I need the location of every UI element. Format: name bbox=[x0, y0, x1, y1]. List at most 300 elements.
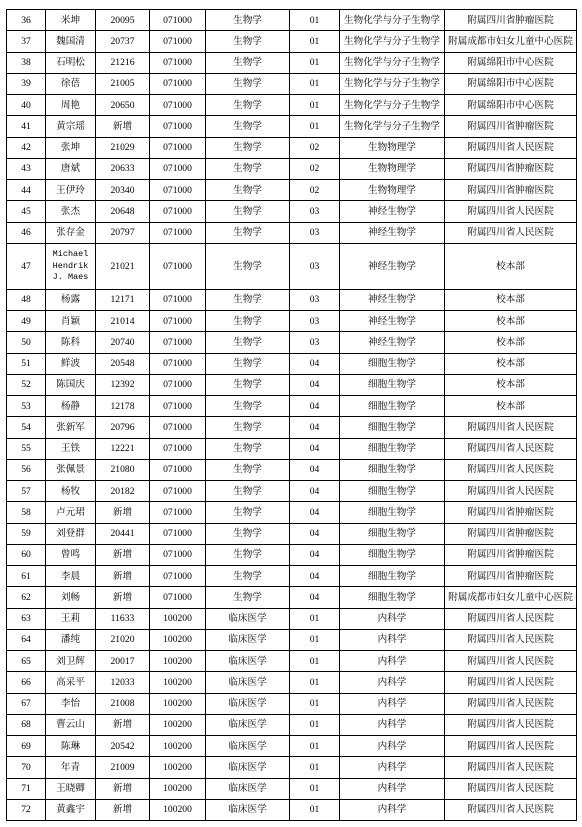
affiliation: 校本部 bbox=[445, 332, 577, 353]
teacher-id: 21216 bbox=[96, 52, 150, 73]
teacher-id: 20740 bbox=[96, 332, 150, 353]
row-number: 68 bbox=[7, 714, 46, 735]
table-row bbox=[7, 693, 577, 714]
direction-code: 01 bbox=[290, 73, 340, 94]
affiliation: 附属四川省肿瘤医院 bbox=[445, 10, 577, 31]
affiliation: 附属四川省人民医院 bbox=[445, 799, 577, 820]
direction-name: 内科学 bbox=[340, 799, 445, 820]
table-row bbox=[7, 629, 577, 650]
direction-code: 01 bbox=[290, 629, 340, 650]
subject-name: 临床医学 bbox=[206, 799, 290, 820]
direction-name: 生物化学与分子生物学 bbox=[340, 52, 445, 73]
direction-code: 04 bbox=[290, 481, 340, 502]
teacher-name: 唐斌 bbox=[46, 158, 96, 179]
direction-name: 内科学 bbox=[340, 714, 445, 735]
direction-code: 04 bbox=[290, 502, 340, 523]
teacher-name: 黄宗瑶 bbox=[46, 116, 96, 137]
affiliation: 校本部 bbox=[445, 374, 577, 395]
affiliation: 附属绵阳市中心医院 bbox=[445, 52, 577, 73]
teacher-name: 张新军 bbox=[46, 417, 96, 438]
subject-code: 071000 bbox=[150, 417, 206, 438]
affiliation: 附属四川省人民医院 bbox=[445, 736, 577, 757]
teacher-id: 新增 bbox=[96, 566, 150, 587]
row-number: 58 bbox=[7, 502, 46, 523]
affiliation: 附属成都市妇女儿童中心医院 bbox=[445, 31, 577, 52]
teacher-name: 陈科 bbox=[46, 332, 96, 353]
subject-name: 生物学 bbox=[206, 158, 290, 179]
subject-code: 071000 bbox=[150, 31, 206, 52]
teacher-id: 12178 bbox=[96, 396, 150, 417]
subject-name: 生物学 bbox=[206, 222, 290, 243]
teacher-name: 陈国庆 bbox=[46, 374, 96, 395]
subject-code: 071000 bbox=[150, 158, 206, 179]
teacher-name: 刘卫辉 bbox=[46, 651, 96, 672]
teacher-name: 陈琳 bbox=[46, 736, 96, 757]
teacher-name: Michael Hendrik J. Maes bbox=[46, 243, 96, 289]
row-number: 43 bbox=[7, 158, 46, 179]
affiliation: 附属四川省肿瘤医院 bbox=[445, 116, 577, 137]
teacher-id: 新增 bbox=[96, 502, 150, 523]
direction-code: 03 bbox=[290, 332, 340, 353]
direction-code: 03 bbox=[290, 243, 340, 289]
direction-name: 细胞生物学 bbox=[340, 566, 445, 587]
subject-code: 071000 bbox=[150, 459, 206, 480]
subject-name: 生物学 bbox=[206, 31, 290, 52]
affiliation: 附属四川省人民医院 bbox=[445, 417, 577, 438]
direction-name: 生物化学与分子生物学 bbox=[340, 116, 445, 137]
table-row bbox=[7, 289, 577, 310]
teacher-id: 新增 bbox=[96, 778, 150, 799]
direction-name: 细胞生物学 bbox=[340, 502, 445, 523]
teacher-id: 20797 bbox=[96, 222, 150, 243]
direction-name: 内科学 bbox=[340, 778, 445, 799]
row-number: 57 bbox=[7, 481, 46, 502]
teacher-name: 刘登群 bbox=[46, 523, 96, 544]
teacher-id: 21029 bbox=[96, 137, 150, 158]
row-number: 53 bbox=[7, 396, 46, 417]
direction-code: 01 bbox=[290, 95, 340, 116]
subject-code: 071000 bbox=[150, 523, 206, 544]
subject-name: 临床医学 bbox=[206, 608, 290, 629]
teacher-id: 12171 bbox=[96, 289, 150, 310]
direction-name: 生物化学与分子生物学 bbox=[340, 31, 445, 52]
table-row bbox=[7, 73, 577, 94]
row-number: 48 bbox=[7, 289, 46, 310]
affiliation: 附属四川省人民医院 bbox=[445, 481, 577, 502]
direction-name: 细胞生物学 bbox=[340, 417, 445, 438]
direction-name: 内科学 bbox=[340, 693, 445, 714]
affiliation: 附属四川省肿瘤医院 bbox=[445, 523, 577, 544]
subject-name: 临床医学 bbox=[206, 736, 290, 757]
direction-code: 02 bbox=[290, 158, 340, 179]
teacher-id: 新增 bbox=[96, 799, 150, 820]
direction-name: 生物物理学 bbox=[340, 137, 445, 158]
affiliation: 附属四川省人民医院 bbox=[445, 714, 577, 735]
teacher-name: 张坤 bbox=[46, 137, 96, 158]
subject-name: 生物学 bbox=[206, 353, 290, 374]
table-row bbox=[7, 116, 577, 137]
teacher-name: 肖颖 bbox=[46, 311, 96, 332]
table-row bbox=[7, 31, 577, 52]
subject-name: 生物学 bbox=[206, 481, 290, 502]
subject-name: 生物学 bbox=[206, 201, 290, 222]
direction-name: 神经生物学 bbox=[340, 311, 445, 332]
subject-code: 071000 bbox=[150, 243, 206, 289]
teacher-name: 曾鸣 bbox=[46, 544, 96, 565]
teacher-id: 20796 bbox=[96, 417, 150, 438]
table-row bbox=[7, 757, 577, 778]
table-row bbox=[7, 544, 577, 565]
teacher-id: 21021 bbox=[96, 243, 150, 289]
teacher-name: 鲜波 bbox=[46, 353, 96, 374]
table-row bbox=[7, 459, 577, 480]
affiliation: 校本部 bbox=[445, 289, 577, 310]
teacher-id: 20542 bbox=[96, 736, 150, 757]
teacher-name: 徐蓓 bbox=[46, 73, 96, 94]
direction-code: 02 bbox=[290, 180, 340, 201]
direction-code: 01 bbox=[290, 799, 340, 820]
table-row bbox=[7, 799, 577, 820]
subject-code: 071000 bbox=[150, 544, 206, 565]
direction-name: 细胞生物学 bbox=[340, 481, 445, 502]
direction-name: 内科学 bbox=[340, 608, 445, 629]
subject-code: 100200 bbox=[150, 778, 206, 799]
affiliation: 附属四川省人民医院 bbox=[445, 438, 577, 459]
direction-code: 02 bbox=[290, 137, 340, 158]
subject-code: 071000 bbox=[150, 137, 206, 158]
row-number: 55 bbox=[7, 438, 46, 459]
direction-code: 04 bbox=[290, 523, 340, 544]
subject-code: 071000 bbox=[150, 289, 206, 310]
table-row bbox=[7, 417, 577, 438]
direction-name: 细胞生物学 bbox=[340, 523, 445, 544]
direction-code: 01 bbox=[290, 651, 340, 672]
teacher-id: 20182 bbox=[96, 481, 150, 502]
direction-name: 细胞生物学 bbox=[340, 438, 445, 459]
direction-code: 04 bbox=[290, 396, 340, 417]
teacher-id: 12221 bbox=[96, 438, 150, 459]
affiliation: 附属绵阳市中心医院 bbox=[445, 73, 577, 94]
table-row bbox=[7, 396, 577, 417]
teacher-name: 李晨 bbox=[46, 566, 96, 587]
direction-name: 神经生物学 bbox=[340, 222, 445, 243]
affiliation: 附属四川省人民医院 bbox=[445, 459, 577, 480]
direction-name: 细胞生物学 bbox=[340, 374, 445, 395]
direction-code: 01 bbox=[290, 693, 340, 714]
subject-code: 071000 bbox=[150, 311, 206, 332]
row-number: 56 bbox=[7, 459, 46, 480]
subject-name: 生物学 bbox=[206, 374, 290, 395]
teacher-id: 11633 bbox=[96, 608, 150, 629]
subject-name: 临床医学 bbox=[206, 693, 290, 714]
teacher-name: 石明松 bbox=[46, 52, 96, 73]
subject-code: 100200 bbox=[150, 672, 206, 693]
table-row bbox=[7, 523, 577, 544]
subject-name: 临床医学 bbox=[206, 629, 290, 650]
row-number: 36 bbox=[7, 10, 46, 31]
row-number: 45 bbox=[7, 201, 46, 222]
row-number: 39 bbox=[7, 73, 46, 94]
affiliation: 附属四川省人民医院 bbox=[445, 201, 577, 222]
teacher-id: 21008 bbox=[96, 693, 150, 714]
teacher-name: 曹云山 bbox=[46, 714, 96, 735]
direction-code: 03 bbox=[290, 201, 340, 222]
direction-name: 生物化学与分子生物学 bbox=[340, 95, 445, 116]
direction-name: 细胞生物学 bbox=[340, 459, 445, 480]
subject-code: 100200 bbox=[150, 757, 206, 778]
table-row bbox=[7, 481, 577, 502]
affiliation: 附属四川省人民医院 bbox=[445, 778, 577, 799]
subject-name: 生物学 bbox=[206, 10, 290, 31]
table-body bbox=[7, 10, 577, 821]
direction-code: 04 bbox=[290, 566, 340, 587]
teacher-id: 20737 bbox=[96, 31, 150, 52]
teacher-name: 杨牧 bbox=[46, 481, 96, 502]
direction-name: 生物化学与分子生物学 bbox=[340, 10, 445, 31]
direction-name: 神经生物学 bbox=[340, 289, 445, 310]
row-number: 65 bbox=[7, 651, 46, 672]
subject-name: 临床医学 bbox=[206, 778, 290, 799]
table-row bbox=[7, 587, 577, 608]
row-number: 44 bbox=[7, 180, 46, 201]
table-row bbox=[7, 374, 577, 395]
affiliation: 附属四川省肿瘤医院 bbox=[445, 502, 577, 523]
direction-name: 内科学 bbox=[340, 651, 445, 672]
subject-code: 071000 bbox=[150, 180, 206, 201]
direction-code: 04 bbox=[290, 587, 340, 608]
subject-code: 100200 bbox=[150, 736, 206, 757]
row-number: 51 bbox=[7, 353, 46, 374]
teacher-name: 杨静 bbox=[46, 396, 96, 417]
affiliation: 附属绵阳市中心医院 bbox=[445, 95, 577, 116]
table-row bbox=[7, 353, 577, 374]
teacher-id: 20017 bbox=[96, 651, 150, 672]
subject-code: 071000 bbox=[150, 396, 206, 417]
subject-name: 生物学 bbox=[206, 459, 290, 480]
table-row bbox=[7, 651, 577, 672]
row-number: 67 bbox=[7, 693, 46, 714]
affiliation: 附属四川省肿瘤医院 bbox=[445, 544, 577, 565]
row-number: 61 bbox=[7, 566, 46, 587]
row-number: 47 bbox=[7, 243, 46, 289]
teacher-id: 20548 bbox=[96, 353, 150, 374]
teacher-name: 年青 bbox=[46, 757, 96, 778]
direction-name: 神经生物学 bbox=[340, 332, 445, 353]
subject-name: 生物学 bbox=[206, 544, 290, 565]
teacher-id: 21014 bbox=[96, 311, 150, 332]
subject-code: 071000 bbox=[150, 332, 206, 353]
teacher-id: 21005 bbox=[96, 73, 150, 94]
subject-code: 071000 bbox=[150, 201, 206, 222]
direction-name: 生物物理学 bbox=[340, 180, 445, 201]
table-row bbox=[7, 778, 577, 799]
teacher-id: 12033 bbox=[96, 672, 150, 693]
affiliation: 校本部 bbox=[445, 396, 577, 417]
subject-code: 100200 bbox=[150, 651, 206, 672]
teacher-id: 21020 bbox=[96, 629, 150, 650]
row-number: 63 bbox=[7, 608, 46, 629]
row-number: 52 bbox=[7, 374, 46, 395]
direction-code: 01 bbox=[290, 608, 340, 629]
table-row bbox=[7, 158, 577, 179]
subject-name: 生物学 bbox=[206, 438, 290, 459]
teacher-id: 20633 bbox=[96, 158, 150, 179]
direction-code: 04 bbox=[290, 374, 340, 395]
subject-code: 071000 bbox=[150, 566, 206, 587]
teacher-id: 新增 bbox=[96, 587, 150, 608]
subject-name: 生物学 bbox=[206, 311, 290, 332]
teacher-name: 李怡 bbox=[46, 693, 96, 714]
row-number: 40 bbox=[7, 95, 46, 116]
teacher-id: 21009 bbox=[96, 757, 150, 778]
direction-code: 01 bbox=[290, 736, 340, 757]
teacher-id: 20340 bbox=[96, 180, 150, 201]
teacher-id: 新增 bbox=[96, 544, 150, 565]
subject-name: 生物学 bbox=[206, 523, 290, 544]
row-number: 72 bbox=[7, 799, 46, 820]
subject-code: 071000 bbox=[150, 587, 206, 608]
row-number: 38 bbox=[7, 52, 46, 73]
subject-name: 生物学 bbox=[206, 52, 290, 73]
subject-code: 071000 bbox=[150, 438, 206, 459]
row-number: 54 bbox=[7, 417, 46, 438]
direction-code: 03 bbox=[290, 289, 340, 310]
table-row bbox=[7, 714, 577, 735]
affiliation: 附属四川省肿瘤医院 bbox=[445, 158, 577, 179]
table-row bbox=[7, 243, 577, 289]
affiliation: 附属四川省肿瘤医院 bbox=[445, 180, 577, 201]
row-number: 64 bbox=[7, 629, 46, 650]
subject-code: 100200 bbox=[150, 799, 206, 820]
affiliation: 附属成都市妇女儿童中心医院 bbox=[445, 587, 577, 608]
teacher-name: 刘畅 bbox=[46, 587, 96, 608]
subject-name: 生物学 bbox=[206, 137, 290, 158]
subject-code: 071000 bbox=[150, 116, 206, 137]
direction-code: 03 bbox=[290, 311, 340, 332]
subject-name: 临床医学 bbox=[206, 651, 290, 672]
teacher-id: 20648 bbox=[96, 201, 150, 222]
row-number: 71 bbox=[7, 778, 46, 799]
direction-name: 内科学 bbox=[340, 672, 445, 693]
subject-name: 临床医学 bbox=[206, 714, 290, 735]
row-number: 50 bbox=[7, 332, 46, 353]
teacher-name: 王伊玲 bbox=[46, 180, 96, 201]
row-number: 41 bbox=[7, 116, 46, 137]
table-row bbox=[7, 95, 577, 116]
teacher-id: 新增 bbox=[96, 714, 150, 735]
direction-code: 01 bbox=[290, 31, 340, 52]
table-row bbox=[7, 608, 577, 629]
teacher-name: 周艳 bbox=[46, 95, 96, 116]
affiliation: 校本部 bbox=[445, 311, 577, 332]
table-row bbox=[7, 180, 577, 201]
affiliation: 附属四川省人民医院 bbox=[445, 137, 577, 158]
teacher-name: 张存金 bbox=[46, 222, 96, 243]
teacher-name: 张杰 bbox=[46, 201, 96, 222]
teacher-name: 卢元珺 bbox=[46, 502, 96, 523]
teacher-name: 魏国清 bbox=[46, 31, 96, 52]
subject-name: 生物学 bbox=[206, 180, 290, 201]
subject-name: 生物学 bbox=[206, 566, 290, 587]
teacher-id: 20441 bbox=[96, 523, 150, 544]
teacher-id: 12392 bbox=[96, 374, 150, 395]
subject-code: 071000 bbox=[150, 10, 206, 31]
table-row bbox=[7, 672, 577, 693]
row-number: 70 bbox=[7, 757, 46, 778]
teacher-name: 王晓卿 bbox=[46, 778, 96, 799]
direction-code: 04 bbox=[290, 438, 340, 459]
direction-code: 04 bbox=[290, 417, 340, 438]
subject-code: 071000 bbox=[150, 353, 206, 374]
row-number: 59 bbox=[7, 523, 46, 544]
table-row bbox=[7, 502, 577, 523]
subject-code: 071000 bbox=[150, 222, 206, 243]
direction-code: 01 bbox=[290, 116, 340, 137]
direction-code: 04 bbox=[290, 459, 340, 480]
teacher-name: 张佩景 bbox=[46, 459, 96, 480]
subject-name: 生物学 bbox=[206, 587, 290, 608]
subject-code: 071000 bbox=[150, 73, 206, 94]
subject-name: 临床医学 bbox=[206, 757, 290, 778]
direction-name: 神经生物学 bbox=[340, 201, 445, 222]
row-number: 62 bbox=[7, 587, 46, 608]
teacher-name: 杨露 bbox=[46, 289, 96, 310]
direction-code: 01 bbox=[290, 714, 340, 735]
subject-code: 100200 bbox=[150, 693, 206, 714]
table-row bbox=[7, 566, 577, 587]
subject-code: 071000 bbox=[150, 374, 206, 395]
direction-name: 生物化学与分子生物学 bbox=[340, 73, 445, 94]
affiliation: 附属四川省肿瘤医院 bbox=[445, 566, 577, 587]
subject-code: 071000 bbox=[150, 52, 206, 73]
subject-name: 生物学 bbox=[206, 116, 290, 137]
teacher-id: 新增 bbox=[96, 116, 150, 137]
teacher-name: 黄鑫宇 bbox=[46, 799, 96, 820]
direction-name: 内科学 bbox=[340, 757, 445, 778]
row-number: 49 bbox=[7, 311, 46, 332]
subject-name: 生物学 bbox=[206, 95, 290, 116]
affiliation: 附属四川省人民医院 bbox=[445, 651, 577, 672]
table-row bbox=[7, 311, 577, 332]
subject-name: 生物学 bbox=[206, 417, 290, 438]
affiliation: 附属四川省人民医院 bbox=[445, 757, 577, 778]
subject-code: 100200 bbox=[150, 629, 206, 650]
affiliation: 附属四川省人民医院 bbox=[445, 693, 577, 714]
affiliation: 附属四川省人民医院 bbox=[445, 608, 577, 629]
table-row bbox=[7, 137, 577, 158]
direction-code: 01 bbox=[290, 52, 340, 73]
teacher-name: 王莉 bbox=[46, 608, 96, 629]
direction-code: 01 bbox=[290, 672, 340, 693]
direction-name: 细胞生物学 bbox=[340, 587, 445, 608]
subject-code: 100200 bbox=[150, 608, 206, 629]
row-number: 37 bbox=[7, 31, 46, 52]
subject-name: 生物学 bbox=[206, 73, 290, 94]
direction-name: 细胞生物学 bbox=[340, 396, 445, 417]
row-number: 69 bbox=[7, 736, 46, 757]
teacher-name: 高采平 bbox=[46, 672, 96, 693]
subject-name: 生物学 bbox=[206, 243, 290, 289]
direction-name: 神经生物学 bbox=[340, 243, 445, 289]
affiliation: 附属四川省人民医院 bbox=[445, 629, 577, 650]
direction-code: 01 bbox=[290, 757, 340, 778]
direction-code: 03 bbox=[290, 222, 340, 243]
row-number: 66 bbox=[7, 672, 46, 693]
row-number: 60 bbox=[7, 544, 46, 565]
table-row bbox=[7, 332, 577, 353]
direction-code: 04 bbox=[290, 353, 340, 374]
direction-name: 生物物理学 bbox=[340, 158, 445, 179]
